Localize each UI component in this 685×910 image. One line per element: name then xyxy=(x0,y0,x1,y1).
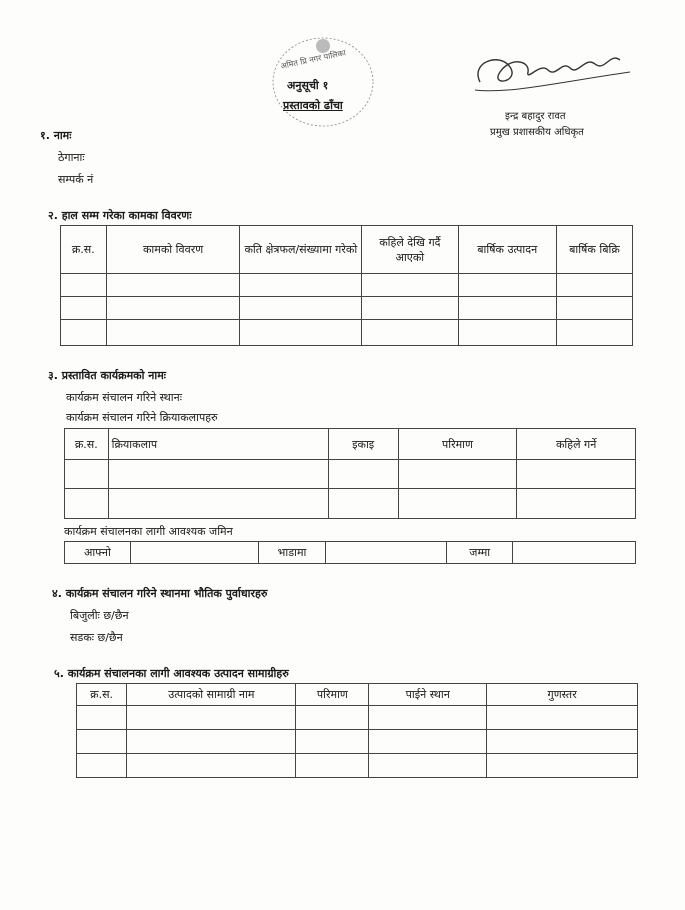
table-cell[interactable] xyxy=(77,706,127,730)
table-cell[interactable] xyxy=(65,460,109,489)
s5-col-quality: गुणस्तर xyxy=(487,684,638,706)
table-cell[interactable] xyxy=(127,730,296,754)
s3-land-table xyxy=(64,541,636,564)
table-cell[interactable] xyxy=(108,489,328,519)
table-cell[interactable] xyxy=(240,320,362,346)
s4-heading: ४. कार्यक्रम संचालन गरिने स्थानमा भौतिक पुर्वाधारहरु xyxy=(52,587,268,600)
table-cell[interactable] xyxy=(296,706,369,730)
table-cell[interactable] xyxy=(362,297,458,320)
annex-label: अनुसूची १ xyxy=(287,79,329,92)
land-own-value[interactable] xyxy=(130,542,258,564)
table-cell[interactable] xyxy=(127,706,296,730)
land-rented: भाडामा xyxy=(258,542,326,564)
s3-col-unit: इकाइ xyxy=(328,429,398,460)
table-row xyxy=(65,460,636,489)
table-cell[interactable] xyxy=(61,274,107,297)
s3-heading: ३. प्रस्तावित कार्यक्रमको नामः xyxy=(48,369,167,382)
form-title: प्रस्तावको ढाँचा xyxy=(283,99,343,112)
s2-col-area: कति क्षेत्रफल/संख्यामा गरेको xyxy=(240,226,362,274)
table-cell[interactable] xyxy=(362,320,458,346)
signature xyxy=(470,42,640,102)
table-cell[interactable] xyxy=(240,274,362,297)
table-row xyxy=(61,320,633,346)
s2-heading: २. हाल सम्म गरेका कामका विवरणः xyxy=(48,209,192,222)
table-cell[interactable] xyxy=(487,730,638,754)
land-total: जम्मा xyxy=(447,542,513,564)
table-cell[interactable] xyxy=(398,489,517,519)
table-cell[interactable] xyxy=(458,274,556,297)
s5-col-sn: क्र.स. xyxy=(77,684,127,706)
s1-address: ठेगानाः xyxy=(58,151,85,164)
table-cell[interactable] xyxy=(108,460,328,489)
land-total-value[interactable] xyxy=(513,542,636,564)
table-cell[interactable] xyxy=(517,489,636,519)
table-row xyxy=(61,274,633,297)
seal-text: अमित प्रि नगर पालिका xyxy=(279,48,347,71)
signatory-name: इन्द्र बहादुर रावत xyxy=(505,111,566,122)
s2-col-production: बार्षिक उत्पादन xyxy=(458,226,556,274)
s3-col-quantity: परिमाण xyxy=(398,429,517,460)
table-cell[interactable] xyxy=(296,754,369,778)
table-cell[interactable] xyxy=(556,320,632,346)
s4-road: सडकः छ/छैन xyxy=(70,631,123,644)
s3-activities-label: कार्यक्रम संचालन गरिने क्रियाकलापहरु xyxy=(66,411,218,424)
s3-col-activity: क्रियाकलाप xyxy=(108,429,328,460)
table-cell[interactable] xyxy=(77,754,127,778)
table-cell[interactable] xyxy=(61,297,107,320)
s3-col-when: कहिले गर्ने xyxy=(517,429,636,460)
s3-table xyxy=(64,428,636,519)
signatory-post: प्रमुख प्रशासकीय अधिकृत xyxy=(490,127,584,138)
table-row xyxy=(77,730,638,754)
s2-col-since: कहिले देखि गर्दै आएको xyxy=(362,226,458,274)
table-cell[interactable] xyxy=(556,297,632,320)
table-cell[interactable] xyxy=(106,320,240,346)
table-cell[interactable] xyxy=(65,489,109,519)
table-cell[interactable] xyxy=(369,730,487,754)
table-cell[interactable] xyxy=(106,274,240,297)
table-cell[interactable] xyxy=(398,460,517,489)
s1-contact: सम्पर्क नं xyxy=(58,173,94,186)
table-cell[interactable] xyxy=(458,320,556,346)
s2-col-sales: बार्षिक बिक्रि xyxy=(556,226,632,274)
s1-heading: १. नामः xyxy=(40,129,72,142)
s5-heading: ५. कार्यक्रम संचालनका लागी आवश्यक उत्पादन सामाग्रीहरु xyxy=(54,667,289,680)
land-own: आफ्नो xyxy=(65,542,131,564)
s2-col-work: कामको विवरण xyxy=(106,226,240,274)
table-cell[interactable] xyxy=(240,297,362,320)
table-row xyxy=(61,297,633,320)
table-row xyxy=(65,489,636,519)
s3-place: कार्यक्रम संचालन गरिने स्थानः xyxy=(66,391,182,404)
table-row xyxy=(77,754,638,778)
s4-electricity: बिजुलीः छ/छैन xyxy=(70,609,129,622)
table-cell[interactable] xyxy=(106,297,240,320)
table-cell[interactable] xyxy=(296,730,369,754)
table-cell[interactable] xyxy=(458,297,556,320)
table-row xyxy=(77,706,638,730)
table-cell[interactable] xyxy=(362,274,458,297)
s3-col-sn: क्र.स. xyxy=(65,429,109,460)
s5-table xyxy=(76,683,638,778)
s3-land-label: कार्यक्रम संचालनका लागी आवश्यक जमिन xyxy=(64,525,233,538)
table-cell[interactable] xyxy=(369,706,487,730)
table-cell[interactable] xyxy=(487,754,638,778)
table-cell[interactable] xyxy=(369,754,487,778)
table-cell[interactable] xyxy=(328,460,398,489)
table-cell[interactable] xyxy=(127,754,296,778)
table-cell[interactable] xyxy=(77,730,127,754)
s2-col-sn: क्र.स. xyxy=(61,226,107,274)
table-cell[interactable] xyxy=(556,274,632,297)
s5-col-source: पाईने स्थान xyxy=(369,684,487,706)
land-rented-value[interactable] xyxy=(326,542,447,564)
table-cell[interactable] xyxy=(61,320,107,346)
table-cell[interactable] xyxy=(328,489,398,519)
table-cell[interactable] xyxy=(517,460,636,489)
s5-col-quantity: परिमाण xyxy=(296,684,369,706)
s2-table xyxy=(60,225,633,346)
table-cell[interactable] xyxy=(487,706,638,730)
s5-col-material: उत्पादको सामाग्री नाम xyxy=(127,684,296,706)
